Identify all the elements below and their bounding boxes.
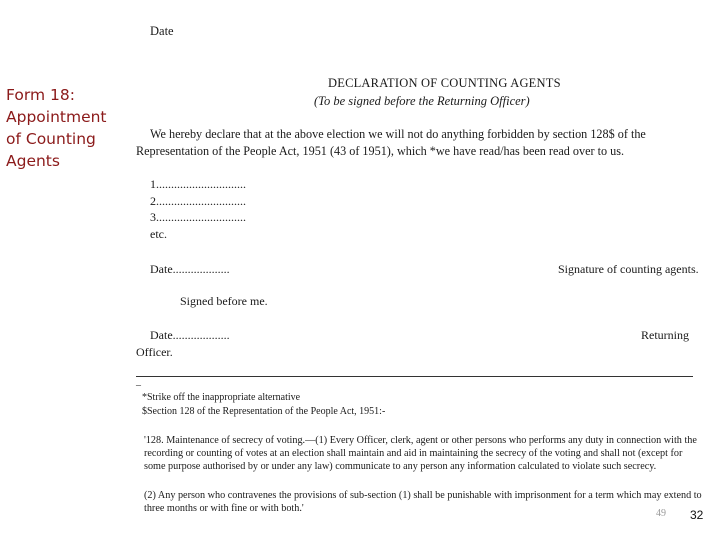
slide-page-number: 32 [690,508,704,522]
footnote-section: $Section 128 of the Representation of the People Act, 1951:- [142,406,386,417]
slide-title-line: Appointment [6,108,107,126]
returning-label: Returning [641,328,689,342]
officer-label: Officer. [136,345,173,359]
agent-line: etc. [150,226,167,241]
slide-title-line: Form 18: [6,86,75,104]
scanned-form [128,14,703,524]
signature-label: Signature of counting agents. [558,262,699,276]
declaration-line-2: Representation of the People Act, 1951 (43 of 1951), which *we have read/has been read over to us. [136,144,625,158]
slide-title-line: of Counting [6,130,96,148]
slide-title-line: Agents [6,152,60,170]
agent-line: 2.............................. [150,193,246,208]
declaration-line-1: We hereby declare that at the above election we will not do anything forbidden by section 128$ of the [150,127,646,141]
quoted-section-para-2: (2) Any person who contravenes the provisions of sub-section (1) shall be punishable with imprisonment for a term which may extend to three months or with fine or with both.' [144,490,702,514]
footnote-strike: *Strike off the inappropriate alternative [142,392,301,403]
separator-rule [136,376,693,377]
scan-page-number: 49 [656,508,666,519]
agent-line: 1.............................. [150,177,246,191]
signed-before-label: Signed before me. [180,294,268,308]
date-line: Date................... [150,262,230,276]
rule-dash: – [136,380,141,391]
slide-title [6,84,126,172]
agent-list [150,176,246,242]
agent-line: 3.............................. [150,210,246,224]
top-date-label: Date [150,24,174,38]
form-heading: DECLARATION OF COUNTING AGENTS [328,76,561,90]
quoted-section-para-1: '128. Maintenance of secrecy of voting.—(1) Every Officer, clerk, agent or other persons who performs any duty in connection with the recording or counting of votes at an election shall maintain and aid in maintaining the secrecy of the voting and shall not (except for some purpose authorised by or under any law) communicate to any person any information calculated to violate such secrecy. [144,435,697,472]
date-line-2: Date................... [150,328,230,342]
form-subheading: (To be signed before the Returning Officer) [314,94,530,108]
